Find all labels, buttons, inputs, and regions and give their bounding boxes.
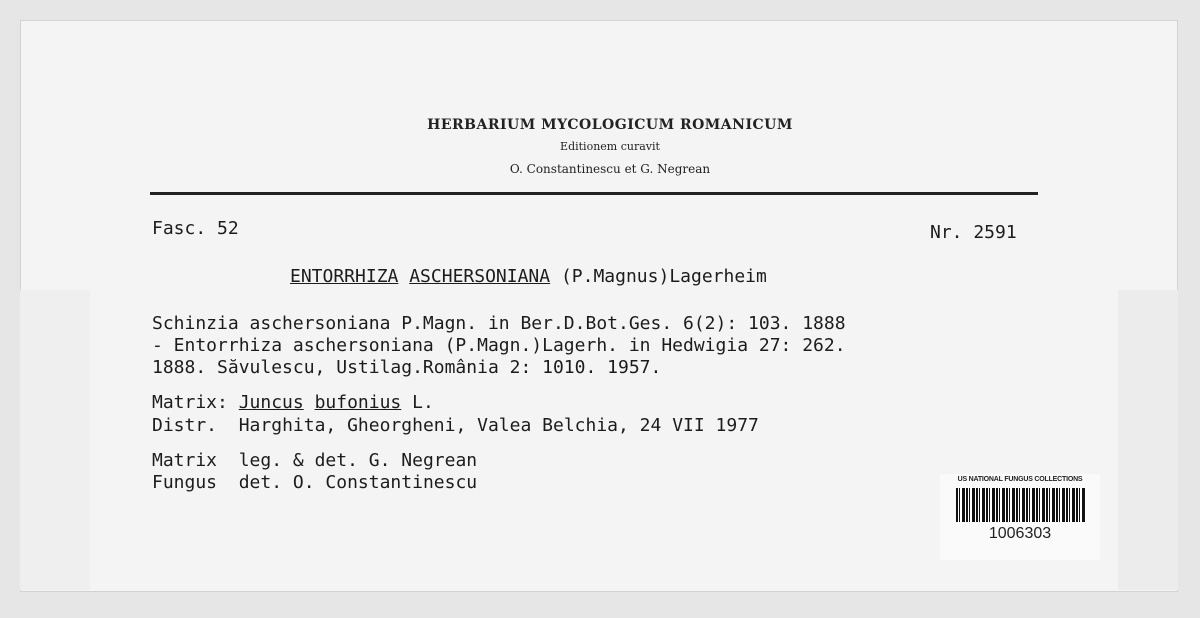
taxon-genus: ENTORRHIZA	[290, 266, 399, 287]
taxon-species: ASCHERSONIANA	[409, 266, 551, 287]
herbarium-editors: O. Constantinescu et G. Negrean	[509, 162, 711, 176]
header-divider	[150, 192, 1038, 195]
herbarium-label	[20, 20, 1178, 592]
matrix-author: L.	[412, 392, 434, 413]
collector-line	[152, 450, 477, 472]
determiner-label: Fungus	[152, 472, 218, 493]
collector-label: Matrix	[152, 450, 218, 471]
barcode-institution: US NATIONAL FUNGUS COLLECTIONS	[957, 476, 1083, 483]
herbarium-title: HERBARIUM MYCOLOGICUM ROMANICUM	[427, 117, 793, 133]
barcode-sticker	[940, 474, 1100, 560]
distr-label: Distr.	[152, 415, 218, 436]
specimen-number: Nr. 2591	[930, 222, 1017, 243]
matrix-label: Matrix:	[152, 392, 228, 413]
collector-value: leg. & det. G. Negrean	[238, 450, 478, 471]
matrix-line	[152, 392, 434, 414]
taxon-authority: (P.Magnus)Lagerheim	[560, 266, 767, 287]
paper-shade-left	[20, 290, 90, 590]
determiner-line	[152, 472, 477, 494]
distribution-line	[152, 415, 759, 437]
taxon-name	[290, 266, 767, 288]
synonymy-line: - Entorrhiza aschersoniana (P.Magn.)Lagerh. in Hedwigia 27: 262.	[152, 335, 846, 356]
determiner-value: det. O. Constantinescu	[238, 472, 478, 493]
paper-shade-right	[1118, 290, 1178, 590]
synonymy-line: 1888. Săvulescu, Ustilag.România 2: 1010. 1957.	[152, 357, 662, 378]
barcode-number: 1006303	[988, 525, 1052, 542]
herbarium-subtitle: Editionem curavit	[560, 140, 660, 153]
synonymy-line: Schinzia aschersoniana P.Magn. in Ber.D.Bot.Ges. 6(2): 103. 1888	[152, 313, 846, 334]
barcode-icon	[956, 488, 1086, 522]
matrix-species: bufonius	[314, 392, 402, 413]
matrix-genus: Juncus	[238, 392, 304, 413]
fascicle-number: Fasc. 52	[152, 218, 239, 239]
distr-value: Harghita, Gheorgheni, Valea Belchia, 24 VII 1977	[238, 415, 759, 436]
